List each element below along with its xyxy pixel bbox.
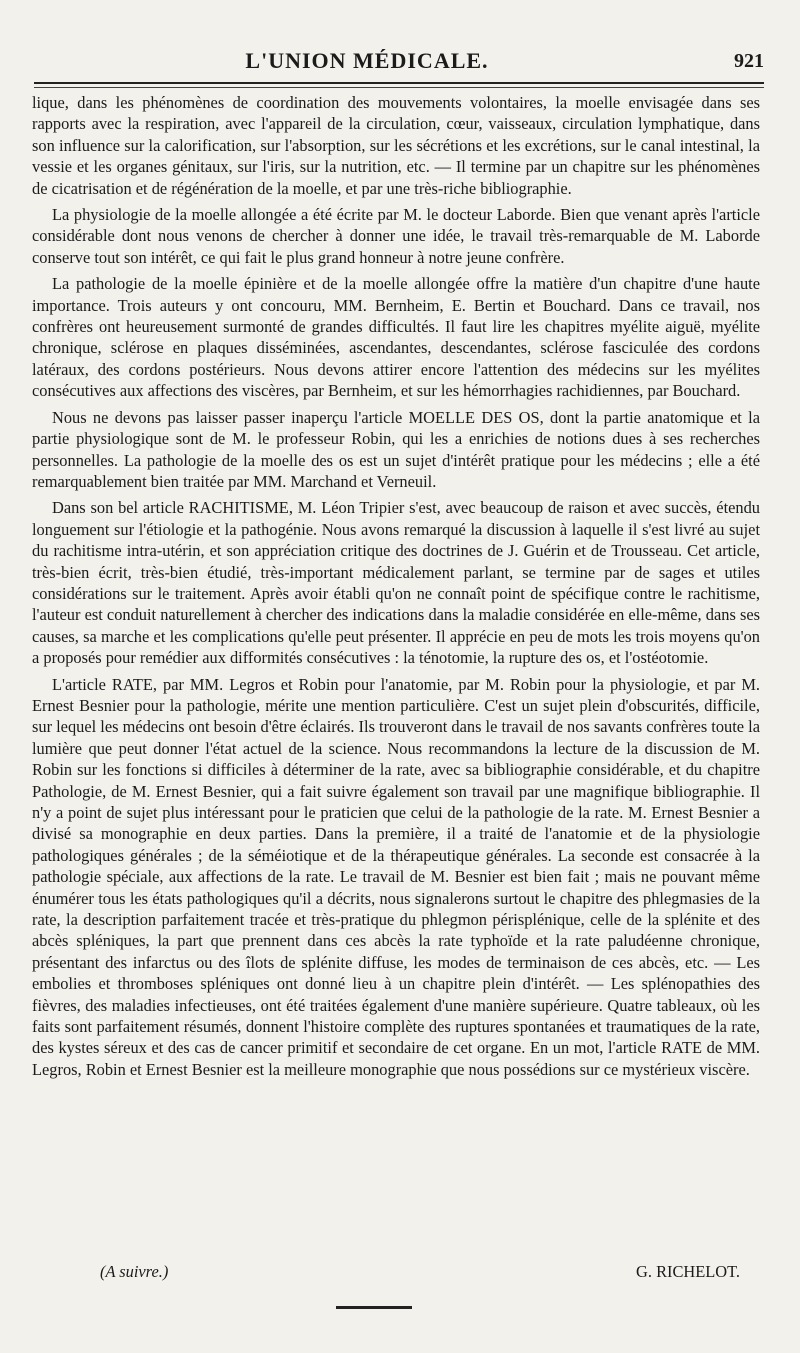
to-be-continued: (A suivre.)	[100, 1262, 169, 1281]
author-signature: G. RICHELOT.	[636, 1262, 740, 1281]
paragraph-4: Nous ne devons pas laisser passer inaperçu l'article MOELLE DES OS, dont la partie anatomique et la partie physiologique sont de M. le professeur Robin, qui les a enrichies de notions dues à ses recherches personnelles. La pathologie de la moelle des os est un sujet d'intérêt pratique pour les médecins ; elle a été remarquablement bien traitée par MM. Marchand et Verneuil.	[32, 407, 760, 491]
paragraph-2: La physiologie de la moelle allongée a été écrite par M. le docteur Laborde. Bien que venant après l'article considérable dont nous venons de chercher à donner une idée, le travail très-remarquable de M. Laborde conserve tout son intérêt, ce qui fait le plus grand honneur à notre jeune confrère.	[32, 205, 760, 267]
article-signoff	[32, 1262, 740, 1286]
page-number: 921	[734, 50, 764, 72]
running-title: L'UNION MÉDICALE.	[245, 48, 489, 73]
article-body	[32, 92, 760, 1085]
end-rule	[336, 1306, 412, 1309]
page-header	[34, 48, 764, 78]
header-rule	[34, 82, 764, 88]
paragraph-5: Dans son bel article RACHITISME, M. Léon Tripier s'est, avec beaucoup de raison et avec succès, étendu longuement sur l'étiologie et la pathogénie. Nous avons remarqué la discussion à laquelle il s'est livré au sujet du rachitisme intra-utérin, et son appréciation critique des doctrines de J. Guérin et de Trousseau. Cet article, très-bien écrit, très-bien étudié, très-important médicalement parlant, se termine par de sages et utiles considérations sur le traitement. Après avoir établi qu'on ne connaît point de spécifique contre le rachitisme, l'auteur est conduit naturellement à chercher des indications dans la maladie considérée en elle-même, dans ses causes, sa marche et les complications qu'elle peut présenter. Il apprécie en peu de mots les trois moyens qu'on a proposés pour remédier aux difformités consécutives : la ténotomie, la rupture des os, et l'ostéotomie.	[32, 498, 760, 668]
paragraph-6: L'article RATE, par MM. Legros et Robin pour l'anatomie, par M. Robin pour la physiologie, et par M. Ernest Besnier pour la pathologie, mérite une mention particulière. C'est un sujet plein d'obscurités, difficile, sur lequel les médecins ont besoin d'être éclairés. Ils trouveront dans le travail de nos savants confrères toute la lumière que peut donner l'état actuel de la science. Nous recommandons la lecture de la discussion de M. Robin sur les fonctions si difficiles à déterminer de la rate, avec sa bibliographie considérable, et du chapitre Pathologie, de M. Ernest Besnier, qui a fait suivre également son travail par une magnifique bibliographie. Il n'y a point de sujet plus intéressant pour le praticien que celui de la pathologie de la rate. M. Ernest Besnier a divisé sa monographie en deux parties. Dans la première, il a traité de l'anatomie et de la physiologie pathologiques générales ; de la séméiotique et de la thérapeutique générales. La seconde est consacrée à la pathologie spéciale, aux affections de la rate. Le travail de M. Besnier est bien fait ; mais ne pouvant même énumérer tous les états pathologiques qu'il a décrits, nous signalerons surtout le chapitre des phlegmasies de la rate, la description parfaitement tracée et très-pratique du phlegmon périsplénique, celle de la splénite et des abcès spléniques, la part que prennent dans ces abcès la rate typhoïde et la rate paludéenne chronique, présentant des infarctus ou des îlots de splénite diffuse, les modes de terminaison de ces abcès, etc. — Les embolies et thromboses spléniques ont donné lieu à un chapitre plein d'intérêt. — Les splénopathies des fièvres, des maladies infectieuses, ont été traitées également d'une manière supérieure. Quatre tableaux, où les faits sont parfaitement résumés, donnent l'histoire complète des ruptures spontanées et traumatiques de la rate, des kystes séreux et des cas de cancer primitif et secondaire de cet organe. En un mot, l'article RATE de MM. Legros, Robin et Ernest Besnier est la meilleure monographie que nous possédions sur ce mystérieux viscère.	[32, 674, 760, 1079]
paragraph-3: La pathologie de la moelle épinière et de la moelle allongée offre la matière d'un chapitre d'une haute importance. Trois auteurs y ont concouru, MM. Bernheim, E. Bertin et Bouchard. Dans ce travail, nos confrères ont heureusement surmonté de grandes difficultés. Il faut lire les chapitres myélite aiguë, myélite chronique, sclérose en plaques disséminées, ascendantes, descendantes, sclérose fasciculée des cordons latéraux, des cordons postérieurs. Nous devons attirer encore l'attention des médecins sur les myélites consécutives aux affections des viscères, par Bernheim, et sur les hémorrhagies rachidiennes, par Bouchard.	[32, 274, 760, 401]
paragraph-1: lique, dans les phénomènes de coordination des mouvements volontaires, la moelle envisagée dans ses rapports avec la respiration, avec l'appareil de la circulation, cœur, vaisseaux, circulation lymphatique, dans son influence sur la calorification, sur l'absorption, sur les sécrétions et les excrétions, sur le canal intestinal, la vessie et les organes génitaux, sur l'iris, sur la nutrition, etc. — Il termine par un chapitre sur les phénomènes de cicatrisation et de régénération de la moelle, et par une très-riche bibliographie.	[32, 93, 760, 198]
